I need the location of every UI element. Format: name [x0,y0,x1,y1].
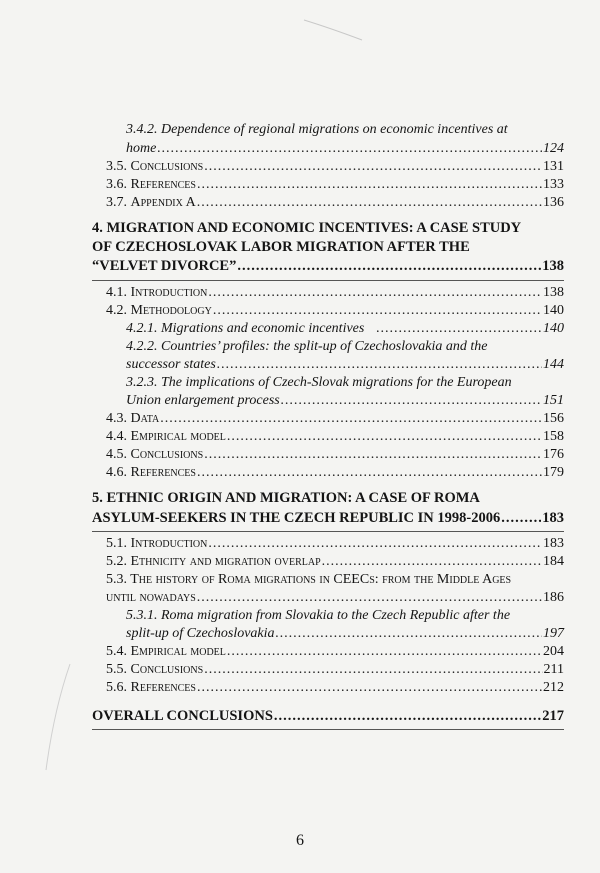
scan-mark-left [40,660,80,780]
toc-entry-title: Empirical model [130,429,226,444]
dot-leader [213,303,542,319]
toc-entry-4-2[interactable] [106,303,564,319]
chapter-4-heading-line1: 4. MIGRATION AND ECONOMIC INCENTIVES: A CASE STUDY [92,220,522,236]
toc-entry-3-6[interactable] [106,177,564,193]
toc-entry-number: 4.4. [106,429,127,444]
toc-entry-title: Introduction [130,536,208,551]
toc-entry-title: home [126,141,157,156]
toc-entry-4-3[interactable] [106,411,564,427]
toc-entry-4-4[interactable] [106,429,564,445]
toc-chapter-title: “VELVET DIVORCE” [92,258,237,274]
toc-page-number: 212 [543,680,564,695]
chapter-rule [92,280,564,281]
toc-entry-number: 5.6. [106,680,127,695]
toc-entry-5-1[interactable] [106,536,564,552]
toc-entry-title: split-up of Czechoslovakia [126,626,275,641]
toc-page-number: 151 [543,393,564,408]
toc-entry-number: 5.1. [106,536,127,551]
dot-leader [227,644,542,660]
toc-entry-title: References [130,177,196,192]
dot-leader [157,141,542,157]
toc-entry-5-3[interactable] [106,590,564,606]
toc-entry-number: 4.5. [106,447,127,462]
chapter-4-heading-line2: OF CZECHOSLOVAK LABOR MIGRATION AFTER THE [92,239,470,255]
toc-page-number: 186 [543,590,564,605]
toc-entry-4-2-1[interactable] [126,321,564,337]
toc-entry-title: Union enlargement process [126,393,280,408]
toc-entry-title: Introduction [130,285,208,300]
toc-entry-5-5[interactable] [106,662,564,678]
toc-entry-title: Conclusions [130,662,204,677]
toc-page-number: 138 [543,285,564,300]
toc-entry-title: Conclusions [130,159,204,174]
dot-leader [160,411,542,427]
toc-entry-number: 5.2. [106,554,127,569]
toc-entry-3-2-3-line1: 3.2.3. The implications of Czech-Slovak migrations for the European [126,375,512,390]
toc-entry-4-5[interactable] [106,447,564,463]
toc-entry-number: 3.7. [106,195,127,210]
toc-page-number: 144 [543,357,564,372]
toc-entry-title: Conclusions [130,447,204,462]
toc-page-number: 140 [543,303,564,318]
dot-leader [217,357,542,373]
dot-leader [281,393,542,409]
dot-leader [274,708,541,725]
toc-entry-4-2-2[interactable] [126,357,564,373]
toc-entry-title: until nowadays [106,590,196,605]
toc-entry-title: Data [130,411,160,426]
toc-page-number: 179 [543,465,564,480]
toc-entry-number: 5.5. [106,662,127,677]
toc-entry-title: Methodology [130,303,212,318]
toc-entry-5-4[interactable] [106,644,564,660]
toc-chapter-5[interactable] [92,510,564,527]
toc-entry-title: References [130,465,196,480]
toc-page-number: 131 [543,159,564,174]
toc-chapter-title: OVERALL CONCLUSIONS [92,708,273,724]
toc-page-number: 211 [543,662,564,677]
toc-page-number: 183 [542,510,564,526]
toc-page-number: 204 [543,644,564,659]
page-number: 6 [296,832,304,849]
toc-page-number: 217 [542,708,564,724]
toc-page-number: 124 [543,141,564,156]
chapter-rule [92,531,564,532]
dot-leader [197,195,542,211]
toc-entry-5-6[interactable] [106,680,564,696]
dot-leader [204,662,542,678]
dot-leader [197,465,542,481]
toc-page-number: 156 [543,411,564,426]
dot-leader [276,626,542,642]
toc-entry-number: 5.4. [106,644,127,659]
dot-leader [227,429,542,445]
dot-leader [237,258,541,275]
toc-entry-5-3-1-line1: 5.3.1. Roma migration from Slovakia to the Czech Republic after the [126,608,511,623]
toc-entry-title: Appendix A [130,195,196,210]
dot-leader [376,321,542,337]
toc-page-number: 136 [543,195,564,210]
toc-entry-title: successor states [126,357,216,372]
toc-page-number: 176 [543,447,564,462]
toc-entry-number: 3.6. [106,177,127,192]
toc-overall-conclusions[interactable] [92,708,564,725]
dot-leader [322,554,542,570]
scan-mark-top [300,14,370,44]
toc-entry-3-4-2[interactable] [126,141,564,157]
toc-entry-5-2[interactable] [106,554,564,570]
toc-entry-4-2-2-line1: 4.2.2. Countries’ profiles: the split-up of Czechoslovakia and the [126,339,488,354]
toc-entry-title: Ethnicity and migration overlap [130,554,321,569]
toc-entry-title: References [130,680,196,695]
toc-entry-4-1[interactable] [106,285,564,301]
toc-entry-3-4-2-line1: 3.4.2. Dependence of regional migrations on economic incentives at [126,122,508,137]
toc-entry-5-3-1[interactable] [126,626,564,642]
toc-entry-title: 4.2.1. Migrations and economic incentives [126,321,365,336]
toc-entry-title: Empirical model [130,644,226,659]
toc-page-number: 140 [543,321,564,336]
toc-entry-3-2-3[interactable] [126,393,564,409]
dot-leader [208,536,542,552]
toc-entry-3-5[interactable] [106,159,564,175]
dot-leader [204,447,542,463]
toc-chapter-title: ASYLUM-SEEKERS IN THE CZECH REPUBLIC IN 1998-2006 [92,510,501,526]
toc-entry-5-3-line1: 5.3. The history of Roma migrations in CEECs: from the Middle Ages [106,572,512,587]
toc-entry-number: 3.5. [106,159,127,174]
dot-leader [197,177,542,193]
toc-page-number: 133 [543,177,564,192]
dot-leader [204,159,542,175]
chapter-rule [92,729,564,730]
toc-entry-number: 4.2. [106,303,127,318]
dot-leader [197,590,542,606]
chapter-5-heading-line1: 5. ETHNIC ORIGIN AND MIGRATION: A CASE OF ROMA [92,490,480,506]
toc-page-number: 197 [543,626,564,641]
toc-entry-number: 4.3. [106,411,127,426]
dot-leader [501,510,541,527]
toc-page-number: 184 [543,554,564,569]
toc-chapter-4[interactable] [92,258,564,275]
toc-page-number: 158 [543,429,564,444]
toc-entry-number: 4.1. [106,285,127,300]
dot-leader [197,680,542,696]
toc-page-number: 138 [542,258,564,274]
dot-leader [208,285,542,301]
toc-entry-3-7[interactable] [106,195,564,211]
toc-entry-4-6[interactable] [106,465,564,481]
toc-entry-number: 4.6. [106,465,127,480]
toc-page-number: 183 [543,536,564,551]
